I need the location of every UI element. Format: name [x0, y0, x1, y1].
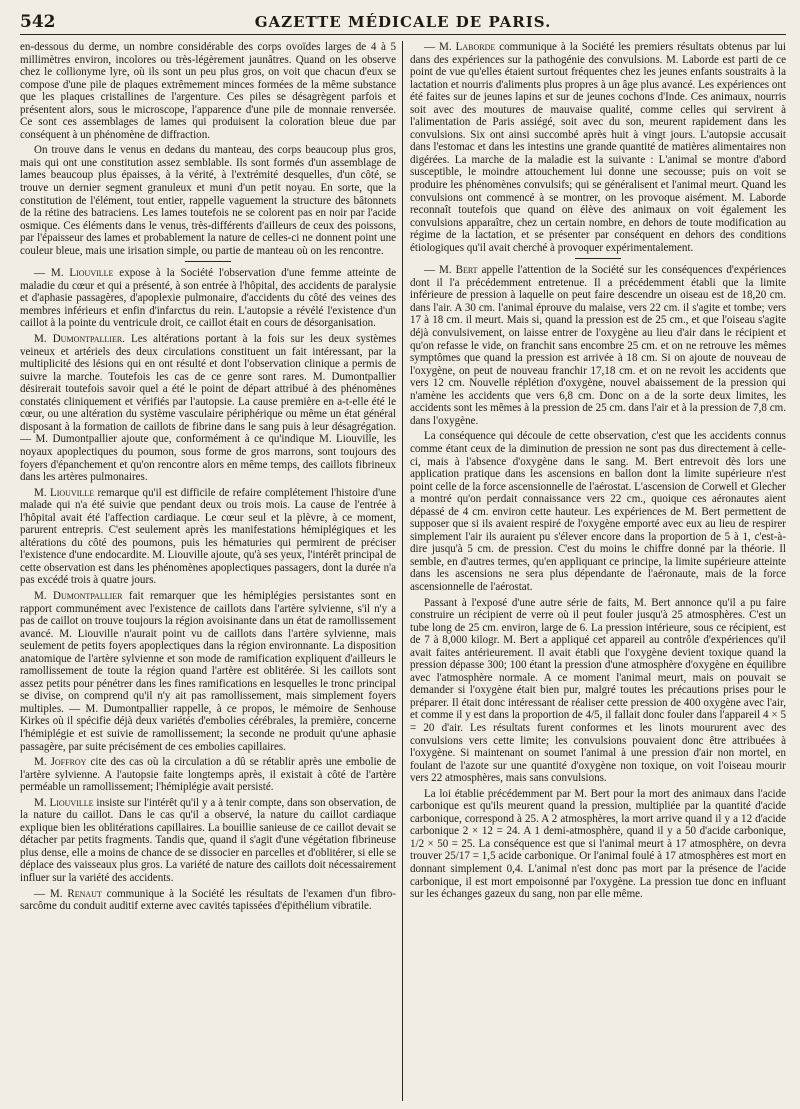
paragraph [20, 888, 396, 913]
paragraph-text: communique à la Société les premiers résultats obtenus par lui dans des expériences sur la pathogénie des convulsions. M. Laborde est parti de ce point de vue qu'elles étaient surtout fréquentes chez les jeunes enfants soustraits à la lactation et nourris d'aliments plus propres à un âge plus avancé. Les expériences ont été faites sur de jeunes lapins et sur de jeunes cochons d'Inde. Ces animaux, nourris soit avec des moutures de mauvaise qualité, comme celles qui servirent à l'alimentation de Paris assiégé, soit avec du son, meurent rapidement dans les convulsions. Six ont ainsi succombé après huit à vingt jours. L'autopsie accusait dans l'estomac et dans les intestins une grande quantité de matières alimentaires non digérées. La marche de la maladie est la suivante : L'animal se montre d'abord susceptible, le moindre attouchement lui donne une secousse; puis on voit se produire les phénomènes convulsifs; qui se généralisent et l'animal meurt. Quand les convulsions ont commencé à se montrer, on les provoque aisément. M. Laborde reconnaît toutefois que quand on élève des animaux on voit également les convulsions apparaître, chez un certain nombre, en dehors de toute modification au régime de la lactation, et se présenter par conséquent en dehors des conditions étiologiques qu'il avait cherché à provoquer expérimentalement. [410, 41, 786, 254]
paragraph-text: cite des cas où la circulation a dû se rétablir après une embolie de l'artère sylvienne. A l'autopsie faite longtemps après, il existait à côté de l'artère perméable un ramollissement; l'hémiplégie avait persisté. [20, 756, 396, 794]
section-separator [185, 261, 231, 262]
paragraph-text: insiste sur l'intérêt qu'il y a à tenir compte, dans son observation, de la nature du caillot. Dans le cas qu'il a observé, la nature du caillot cardiaque explique bien les oblitérations capillaires. La bouillie sanieuse de ce caillot devait se détacher par petits fragments. Tandis que, quand il s'agit d'une végétation fibrineuse plus dense, elle a moins de chance de se dissocier en parcelles et d'oblitérer, si elle se déplace des vaisseaux plus gros. La variété de nature des caillots doit nécessairement influer sur la variété des accidents. [20, 796, 396, 884]
paragraph-text: en-dessous du derme, un nombre considérable des corps ovoïdes larges de 4 à 5 millimètres environ, incolores ou très-légèrement jaunâtres. Quand on les observe chez le collionyme lyre, où ils sont un peu plus gros, on voit que chacun d'eux se compose d'une pile de plaques extrêmement minces formées de la même substance que les plaques cristallines de l'argenture. Ces piles se désagrègent parfois et présentent alors, sous le microscope, l'apparence d'une pile de monnaie renversée. Ce sont ces assemblages de lames qui produisent la coloration bleue due par conséquent à un phénomène de diffraction. [20, 41, 396, 141]
section-separator [575, 258, 621, 259]
left-column [20, 41, 402, 1101]
speaker-name: M. Liouville [34, 796, 94, 809]
paragraph-text: fait remarquer que les hémiplégies persistantes sont en rapport communément avec l'existence de caillots dans l'artère sylvienne, s'il n'y a pas de caillot on trouve toujours la région avoisinante dans un état de ramollissement avancé. M. Liouville n'aurait point vu de caillots dans l'artère sylvienne, mais seulement de petits foyers apoplectiques dans la région environnante. La disposition anatomique de l'artère sylvienne et son mode de ramification expliquent d'ailleurs le ramollissement de toute la région quand l'artère est oblitérée. Si les caillots sont assez petits pour pénétrer dans les fines ramifications en lesquelles le tronc principal se divise, on comprend qu'il n'y ait pas ramollissement, mais simplement foyers multiples. — M. Dumontpallier rappelle, à ce propos, le mémoire de Senhouse Kirkes où il spécifie déjà deux variétés d'embolies cérébrales, la première, concerne l'hémiplégie et est suivie de ramollissement; la seconde ne produit qu'une aphasie passagère, par suite précisément de ces embolies capillaires. [20, 589, 396, 753]
paragraph [410, 41, 786, 254]
paragraph-text: On trouve dans le venus en dedans du manteau, des corps beaucoup plus gros, mais qui ont une constitution assez semblable. Ils sont formés d'un assemblage de lames beaucoup plus épaisses, à la vérité, à l'extrémité desquelles, d'un côté, se trouve un dernier segment granuleux et muni d'un petit noyau. En sorte, que la constitution de l'élément, tout entier, rappelle vaguement la structure des bâtonnets de la rétine des batraciens. Les lames toutefois ne se colorent pas en noir par l'acide osmique. Ces éléments dans le venus, très-différents d'ailleurs de ceux des poissons, par l'épaisseur des lames et probablement la nature de celles-ci ne donnent point une couleur bleue, mais une irisation simple, ou partie de manteau où on les rencontre. [20, 144, 396, 257]
speaker-name: M. Liouville [34, 486, 95, 499]
page-number: 542 [20, 12, 56, 32]
paragraph [410, 597, 786, 785]
speaker-name: M. Joffroy [34, 756, 87, 769]
text-columns [20, 41, 786, 1101]
paragraph [20, 487, 396, 587]
paragraph-text: Les altérations portant à la fois sur les deux systèmes veineux et artériels des deux circulations constituent un fait intéressant, par la multiplicité des lésions qui en ont résulté et dont l'observation clinique a permis de suivre la marche. Toutefois les cas de ce genre sont rares. M. Dumontpallier désirerait toutefois savoir quel a été le point de départ attribué à des phénomènes constatés cliniquement et vérifiés par l'autopsie. La cause première en a-t-elle été le cœur, ou une altération du système vasculaire périphérique ou même un état général disposant à la formation de caillots de fibrine dans le sang puis à leur désagrégation. — M. Dumontpallier ajoute que, conformément à ce qu'indique M. Liouville, les noyaux apoplectiques du poumon, sous forme de gros marrons, sont toujours des foyers d'épanchement et qu'on rencontre alors en même temps, des caillots fibrineux dans les artères pulmonaires. [20, 333, 396, 484]
paragraph [20, 41, 396, 141]
right-column [403, 41, 786, 1101]
paragraph [410, 264, 786, 427]
paragraph [20, 756, 396, 794]
speaker-name: — M. Bert [424, 264, 478, 277]
speaker-name: M. Dumontpallier [34, 589, 123, 602]
paragraph [20, 267, 396, 330]
paragraph [20, 797, 396, 885]
paragraph-text: appelle l'attention de la Société sur les conséquences d'expériences dont il l'a précédemment entretenue. Il a précédemment établi que la limite inférieure de pression à laquelle on peut faire descendre un oiseau est de 18,20 cm. dans l'air. A 30 cm. l'animal éprouve du malaise, vers 22 cm. il s'agite et tombe; vers 17 à 18 cm. il meurt. Mais si, quand la pression est de 25 cm., et que l'oiseau s'agite déjà convulsivement, on laisse entrer de l'oxygène au lieu d'air dans le récipient et qu'on refasse le vide, on franchit sans encombre 25 cm. et on ne retrouve les mêmes symptômes que quand la pression est arrivée à 18 cm. Si on ajoute de nouveau de l'oxygène, on peut de nouveau franchir 17,18 cm. et on ne revoit les accidents que vers 12 cm. Nouvelle réplétion d'oxygène, nouvel abaissement de la pression qui n'amène les accidents que vers 6,8 cm. Donc on a de la sorte deux limites, les accidents sont les mêmes à la pression de 25 cm. dans l'air et à la pression de 7,8 cm. dans l'oxygène. [410, 264, 786, 427]
speaker-name: — M. Renaut [34, 887, 102, 900]
paragraph [410, 788, 786, 901]
speaker-name: — M. Laborde [424, 41, 496, 53]
journal-title: GAZETTE MÉDICALE DE PARIS. [254, 13, 552, 31]
page-header [20, 12, 786, 35]
paragraph-text: Passant à l'exposé d'une autre série de faits, M. Bert annonce qu'il a pu faire construire un récipient de verre où il peut fouler jusqu'à 25 atmosphères. C'est un tube long de 25 cm. environ, large de 6. La pression intérieure, sous ce récipient, est de 7 à 8,000 kilogr. M. Bert a appliqué cet appareil au contrôle d'expériences qu'il avait faites antérieurement. Il avait établi que l'oxygène devient toxique quand la pression dépasse 300; 100 étant la pression d'une atmosphère d'oxygène en équilibre avec l'atmosphère normale. A ce moment l'animal meurt, mais on pouvait se demander si l'oxygène était bien pur, malgré toutes les précautions prises pour le préparer. Il était donc intéressant de réaliser cette pression de 400 oxygène avec l'air, et comme il y est dans la proportion de 4/5, il fallait donc fouler dans l'appareil 4 × 5 = 20 d'air. Les résultats furent conformes et les linots moururent avec des convulsions vers cette limite; les convulsions pouvaient donc être attribuées à l'oxygène. Si maintenant on soumet l'animal à une pression d'air non mortel, en foulant de l'azote sur une quantité d'oxygène non toxique, on voit l'oiseau mourir vers 22 atmosphères, mais sans convulsions. [410, 596, 786, 785]
speaker-name: — M. Liouville [34, 267, 114, 280]
paragraph [410, 430, 786, 593]
paragraph-text: remarque qu'il est difficile de refaire complétement l'histoire d'une malade qui n'a été suivie que pendant deux ou trois mois. La cause de l'entrée à l'hôpital avait été l'affection cardiaque. Le cœur seul et la plèvre, à ce moment, parurent entrepris. C'est seulement après les manifestations hémiplégiques et les altérations du côté des poumons, puis les hématuries qui permirent de préciser l'existence d'une endocardite. M. Liouville ajoute, qu'à ses yeux, l'intérêt principal de cette observation est dans les phénomènes apoplectiques passagers, dont la durée n'a pas excédé trois à quatre jours. [20, 486, 397, 587]
paragraph-text: communique à la Société les résultats de l'examen d'un fibro-sarcôme du conduit auditif externe avec cavités tapissées d'épithélium vibratile. [20, 887, 396, 913]
paragraph-text: La conséquence qui découle de cette observation, c'est que les accidents connus comme étant ceux de la diminution de pression ne sont pas dus directement à celle-ci, mais à l'absence d'oxygène dans le sang. M. Bert entrevoit dès lors une application pratique dans les ascensions en ballon dont la limite supérieure n'est point celle de la force ascensionnelle de l'aérostat. L'ascension de Corwell et Glecher a montré qu'on perdait connaissance vers 22 cm., quoique ces aéronautes aient dépassé de 4 cm. environ cette hauteur. Les expériences de M. Bert permettent de supposer que si ils avaient respiré de l'oxygène emporté avec eux au lieu de respirer simplement l'air ils auraient pu s'élever encore dans la proportion de 5 à 1, c'est-à-dire jusqu'à 5 cm. de pression. C'est du moins le chiffre donné par la théorie. Il semble, en d'autres termes, qu'en appliquant ce principe, la limite supérieure atteinte dans les ascensions ne sera plus dépendante de l'aéronaute, mais de la force ascensionnelle de l'aérostat. [410, 430, 786, 593]
paragraph-text: expose à la Société l'observation d'une femme atteinte de maladie du cœur et qui a présenté, à son entrée à l'hôpital, des accidents de paralysie et d'aphasie passagères, d'apoplexie pulmonaire, d'accidents du côté des veines des membres inférieurs et enfin d'infarctus du rein. L'autopsie a révélé l'existence d'un caillot à la pointe du ventricule droit, ce caillot était en cours de désorganisation. [20, 267, 396, 330]
paragraph [20, 333, 396, 484]
speaker-name: M. Dumontpallier. [34, 333, 125, 346]
paragraph [20, 144, 396, 257]
paragraph-text: La loi établie précédemment par M. Bert pour la mort des animaux dans l'acide carbonique est qu'ils meurent quand la pression, multipliée par la quantité d'acide carbonique, correspond à 25. A 2 atmosphères, la mort arrive quand il y a 12 d'acide carbonique 2 × 12 = 24. A 1 demi-atmosphère, quand il y a 50 d'acide carbonique, 1/2 × 50 = 25. La conséquence est que si l'animal meurt à 17 atmosphère, on devra trouver 25/17 = 1,5 acide carbonique. Or l'animal foulé à 17 atmosphères est mort en donnant simplement 0,4. L'animal n'est donc pas mort par la présence de l'acide carbonique, il est mort empoisonné par l'oxygène. La pression tue donc en influant sur les échanges gazeux du sang, non par elle même. [410, 787, 786, 901]
paragraph [20, 590, 396, 753]
